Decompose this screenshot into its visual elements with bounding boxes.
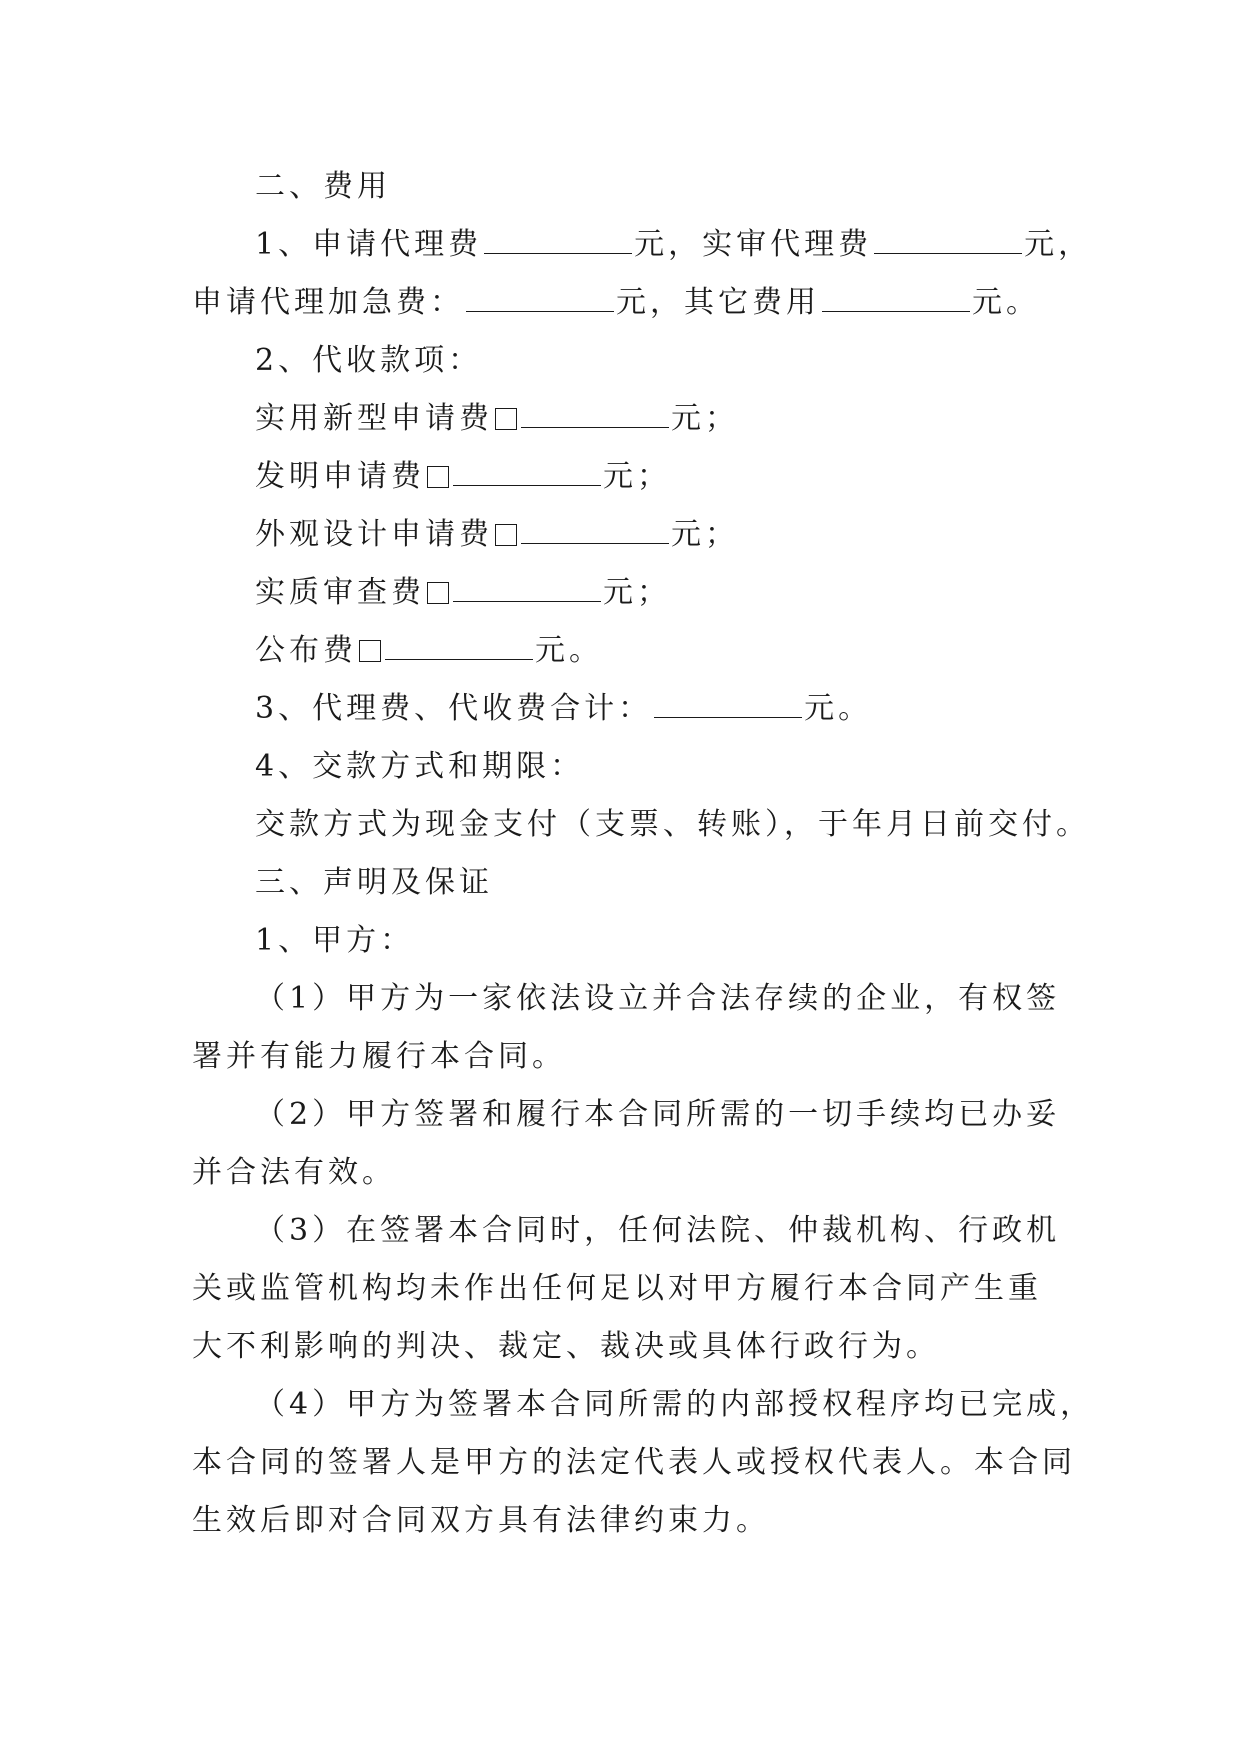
invention-fee-line bbox=[192, 448, 1072, 506]
payment-heading-line bbox=[192, 738, 1072, 796]
substantive-agency-fee-blank[interactable] bbox=[874, 227, 1022, 254]
clause-4-line-3 bbox=[192, 1492, 1072, 1550]
substantive-agency-fee-label: ，实审代理费 bbox=[668, 227, 873, 262]
yuan-period-text: 元。 bbox=[972, 285, 1040, 320]
yuan-comma-text: 元， bbox=[1024, 227, 1093, 262]
clause-2-line-2 bbox=[192, 1144, 1072, 1202]
yuan-period-text: 元。 bbox=[804, 691, 873, 726]
declaration-heading: 三、声明及保证 bbox=[255, 865, 493, 900]
clause-3-line-3 bbox=[192, 1318, 1072, 1376]
urgent-agency-fee-blank[interactable] bbox=[466, 285, 614, 312]
fees-item-2-heading bbox=[192, 332, 1072, 390]
publication-fee-label: 公布费 bbox=[255, 633, 357, 668]
clause-1-text-2: 署并有能力履行本合同。 bbox=[192, 1039, 566, 1074]
clause-4-line-2 bbox=[192, 1434, 1076, 1492]
design-fee-checkbox[interactable] bbox=[495, 524, 517, 546]
utility-fee-line bbox=[192, 390, 1072, 448]
other-fees-label: 元，其它费用 bbox=[616, 285, 820, 320]
clause-3-line-1 bbox=[192, 1202, 1072, 1260]
invention-fee-checkbox[interactable] bbox=[427, 466, 449, 488]
yuan-semicolon-text: 元； bbox=[671, 401, 739, 436]
other-fees-blank[interactable] bbox=[822, 285, 970, 312]
yuan-semicolon-text: 元； bbox=[671, 517, 739, 552]
clause-1-line-1 bbox=[192, 970, 1072, 1028]
application-agency-fee-blank[interactable] bbox=[484, 227, 632, 254]
publication-fee-blank[interactable] bbox=[385, 633, 533, 660]
utility-fee-blank[interactable] bbox=[521, 401, 669, 428]
yuan-text: 元 bbox=[634, 227, 669, 262]
party-a-heading: 1、甲方： bbox=[255, 923, 415, 958]
clause-3-text-3: 大不利影响的判决、裁定、裁决或具体行政行为。 bbox=[192, 1329, 940, 1364]
yuan-period-text: 元。 bbox=[535, 633, 603, 668]
fees-heading bbox=[192, 158, 1072, 216]
clause-4-text-1: （4）甲方为签署本合同所需的内部授权程序均已完成， bbox=[255, 1387, 1095, 1422]
clause-3-line-2 bbox=[192, 1260, 1072, 1318]
document-page bbox=[192, 158, 1095, 1550]
party-a-heading-line bbox=[192, 912, 1072, 970]
clause-2-line-1 bbox=[192, 1086, 1072, 1144]
publication-fee-checkbox[interactable] bbox=[359, 640, 381, 662]
payment-text-line bbox=[192, 796, 1090, 854]
yuan-semicolon-text: 元； bbox=[603, 575, 671, 610]
utility-fee-label: 实用新型申请费 bbox=[255, 401, 493, 436]
publication-fee-line bbox=[192, 622, 1072, 680]
collection-items-heading: 2、代收款项： bbox=[255, 343, 483, 378]
clause-3-text-2: 关或监管机构均未作出任何足以对甲方履行本合同产生重 bbox=[192, 1271, 1042, 1306]
utility-fee-checkbox[interactable] bbox=[495, 408, 517, 430]
clause-2-text-2: 并合法有效。 bbox=[192, 1155, 396, 1190]
payment-text: 交款方式为现金支付（支票、转账），于年月日前交付。 bbox=[255, 807, 1090, 842]
application-agency-fee-label: 1、申请代理费 bbox=[255, 227, 483, 262]
clause-4-text-3: 生效后即对合同双方具有法律约束力。 bbox=[192, 1503, 770, 1538]
clause-2-text-1: （2）甲方签署和履行本合同所需的一切手续均已办妥 bbox=[255, 1097, 1061, 1132]
design-fee-line bbox=[192, 506, 1072, 564]
yuan-semicolon-text: 元； bbox=[603, 459, 671, 494]
invention-fee-label: 发明申请费 bbox=[255, 459, 425, 494]
design-fee-blank[interactable] bbox=[521, 517, 669, 544]
invention-fee-blank[interactable] bbox=[453, 459, 601, 486]
fees-total-line bbox=[192, 680, 1072, 738]
payment-heading: 4、交款方式和期限： bbox=[255, 749, 585, 784]
urgent-agency-fee-label: 申请代理加急费： bbox=[192, 285, 464, 320]
fees-total-blank[interactable] bbox=[654, 691, 802, 718]
declaration-heading-line bbox=[192, 854, 1072, 912]
clause-1-line-2 bbox=[192, 1028, 1072, 1086]
substantive-exam-fee-line bbox=[192, 564, 1072, 622]
fees-total-label: 3、代理费、代收费合计： bbox=[255, 691, 653, 726]
design-fee-label: 外观设计申请费 bbox=[255, 517, 493, 552]
substantive-exam-fee-label: 实质审查费 bbox=[255, 575, 425, 610]
fees-heading-text: 二、费用 bbox=[255, 169, 391, 204]
clause-4-text-2: 本合同的签署人是甲方的法定代表人或授权代表人。本合同 bbox=[192, 1445, 1076, 1480]
clause-3-text-1: （3）在签署本合同时，任何法院、仲裁机构、行政机 bbox=[255, 1213, 1061, 1248]
substantive-exam-fee-checkbox[interactable] bbox=[427, 582, 449, 604]
clause-1-text-1: （1）甲方为一家依法设立并合法存续的企业，有权签 bbox=[255, 981, 1061, 1016]
fees-item-1-line1 bbox=[192, 216, 1093, 274]
clause-4-line-1 bbox=[192, 1376, 1095, 1434]
fees-item-1-line2 bbox=[192, 274, 1072, 332]
substantive-exam-fee-blank[interactable] bbox=[453, 575, 601, 602]
